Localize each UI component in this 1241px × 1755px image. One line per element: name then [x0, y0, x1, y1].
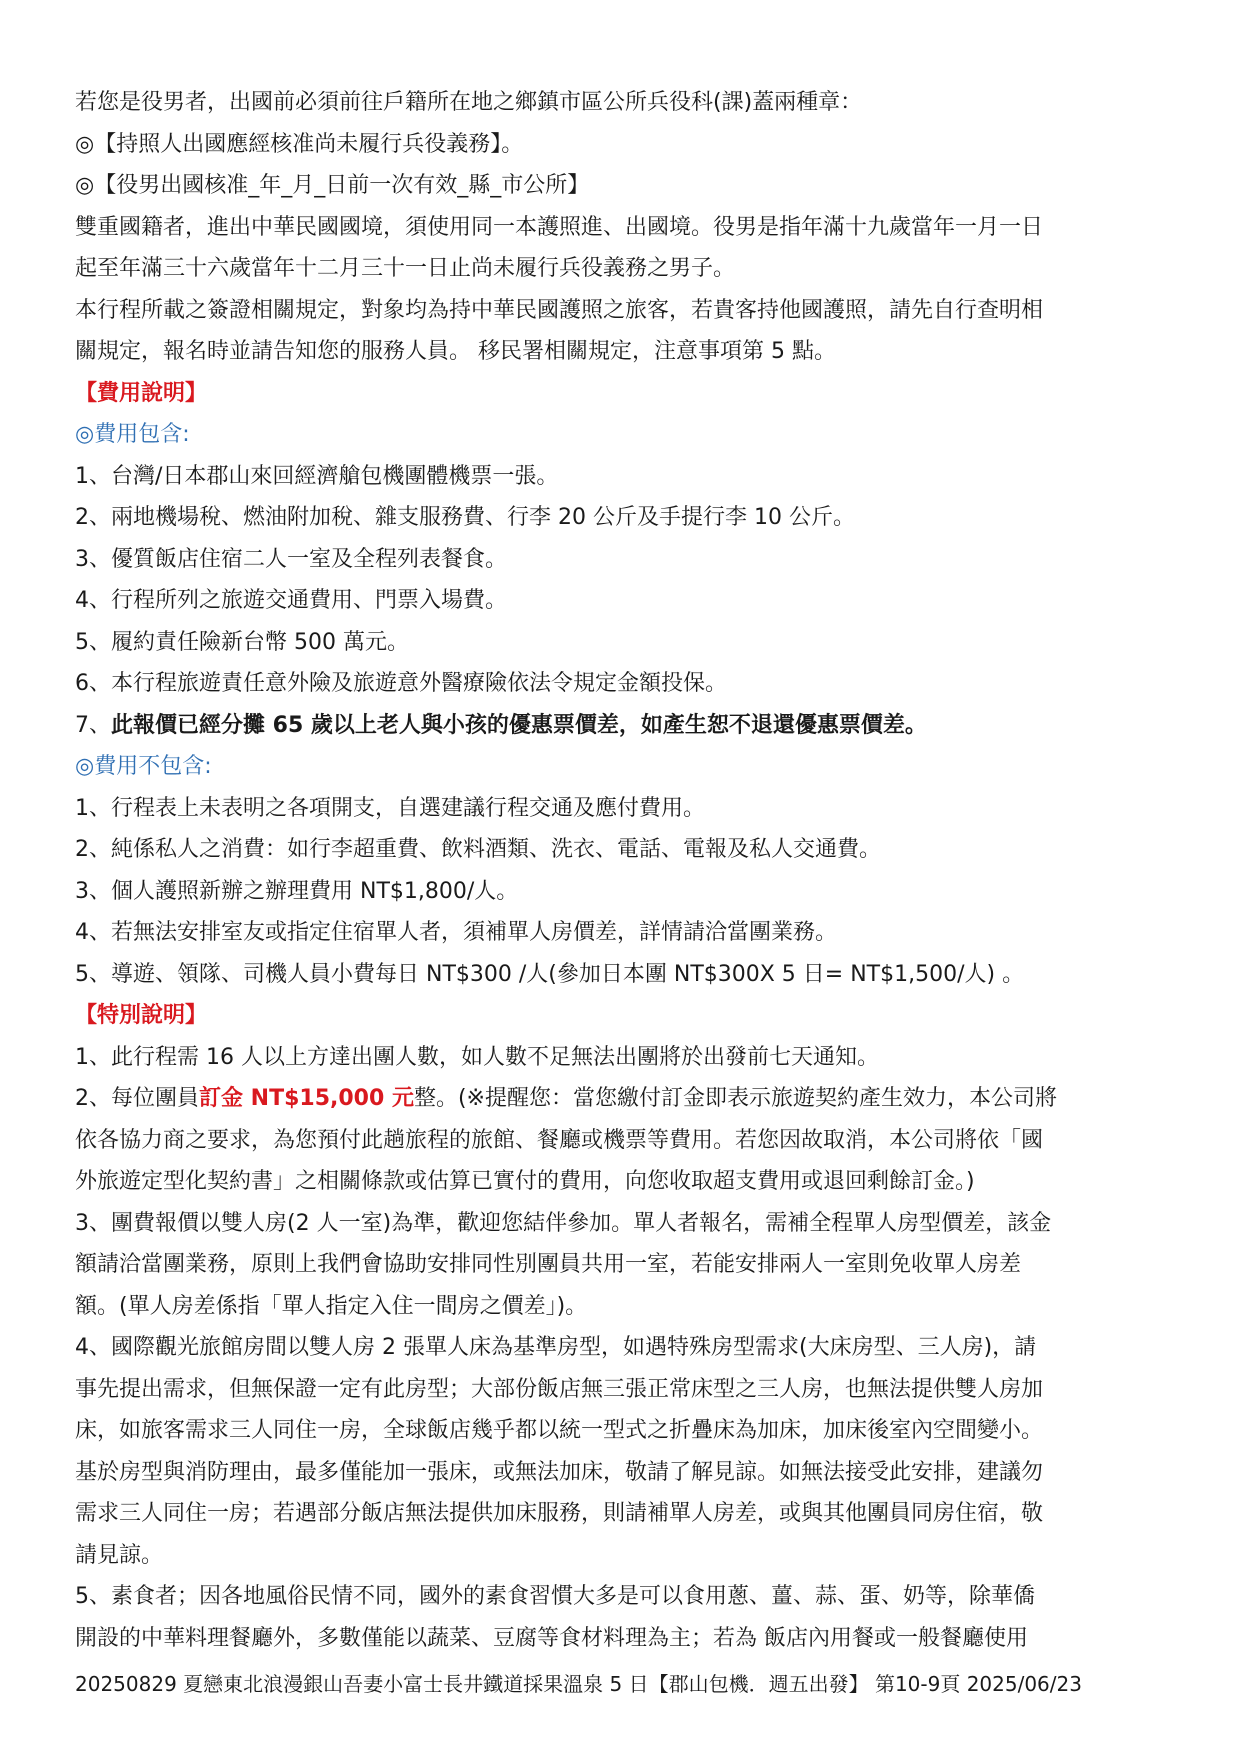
special-item-5-line-2: 開設的中華料理餐廳外，多數僅能以蔬菜、豆腐等食材料理為主；若為 飯店內用餐或一般餐廳使用: [75, 1625, 1028, 1651]
special-item-4-line-6: 請見諒。: [75, 1542, 164, 1568]
fees-included-item: 2、兩地機場稅、燃油附加稅、雜支服務費、行李 20 公斤及手提行李 10 公斤。: [75, 505, 855, 530]
special-item-4-line-1: 4、國際觀光旅館房間以雙人房 2 張單人床為基準房型，如遇特殊房型需求(大床房型、三人房)，請: [75, 1335, 1037, 1360]
deposit-amount: 訂金 NT$15,000 元: [199, 1086, 414, 1111]
fees-included-title: ◎費用包含:: [75, 422, 190, 447]
page-footer: 20250829 夏戀東北浪漫銀山吾妻小富士長井鐵道採果溫泉 5 日【郡山包機．週五出發】 第10-9頁 2025/06/23: [75, 1672, 1082, 1696]
fees-heading: 【費用說明】: [75, 380, 208, 406]
fees-included-item: 4、行程所列之旅遊交通費用、門票入場費。: [75, 588, 507, 613]
fees-excluded-item: 5、導遊、領隊、司機人員小費每日 NT$300 /人(參加日本團 NT$300X 5 日= NT$1,500/人) 。: [75, 961, 1025, 987]
special-item-4-line-4: 基於房型與消防理由，最多僅能加一張床，或無法加床，敬請了解見諒。如無法接受此安排，建議勿: [75, 1459, 1044, 1485]
special-heading: 【特別說明】: [75, 1003, 208, 1028]
fees-included-item: 3、優質飯店住宿二人一室及全程列表餐食。: [75, 546, 507, 572]
special-item-2-prefix: 2、每位團員: [75, 1086, 199, 1111]
fees-included-item: 1、台灣/日本郡山來回經濟艙包機團體機票一張。: [75, 463, 559, 489]
fees-included-item: 5、履約責任險新台幣 500 萬元。: [75, 629, 409, 655]
intro-line-2: ◎【持照人出國應經核准尚未履行兵役義務】。: [75, 131, 524, 157]
special-item-2-line-1: [75, 1078, 1170, 1120]
special-item-4-line-5: 需求三人同住一房；若遇部分飯店無法提供加床服務，則請補單人房差，或與其他團員同房住宿，敬: [75, 1501, 1044, 1526]
fees-excluded-title: ◎費用不包含:: [75, 754, 212, 779]
intro-line-4: 雙重國籍者，進出中華民國國境，須使用同一本護照進、出國境。役男是指年滿十九歲當年一月一日: [75, 214, 1044, 240]
special-item-2-line-2: 依各協力商之要求，為您預付此趟旅程的旅館、餐廳或機票等費用。若您因故取消，本公司將依「國: [75, 1127, 1044, 1153]
fees-included-item: 6、本行程旅遊責任意外險及旅遊意外醫療險依法令規定金額投保。: [75, 671, 727, 696]
special-item-4-line-3: 床，如旅客需求三人同住一房，全球飯店幾乎都以統一型式之折疊床為加床，加床後室內空間變小。: [75, 1418, 1044, 1443]
special-item-4-line-2: 事先提出需求，但無保證一定有此房型；大部份飯店無三張正常床型之三人房，也無法提供雙人房加: [75, 1376, 1044, 1402]
fees-excluded-item: 1、行程表上未表明之各項開支，自選建議行程交通及應付費用。: [75, 795, 705, 821]
fees-excluded-item: 2、純係私人之消費：如行李超重費、飲料酒類、洗衣、電話、電報及私人交通費。: [75, 837, 881, 862]
special-item-5-line-1: 5、素食者；因各地風俗民情不同，國外的素食習慣大多是可以食用蔥、薑、蒜、蛋、奶等，除華僑: [75, 1584, 1036, 1609]
special-item-2-line-3: 外旅遊定型化契約書」之相關條款或估算已實付的費用，向您收取超支費用或退回剩餘訂金。): [75, 1169, 975, 1194]
fees-excluded-item: 4、若無法安排室友或指定住宿單人者，須補單人房價差，詳情請洽當團業務。: [75, 920, 837, 945]
special-item-3-line-2: 額請洽當團業務，原則上我們會協助安排同性別團員共用一室，若能安排兩人一室則免收單人房差: [75, 1252, 1022, 1277]
special-item-3-line-3: 額。(單人房差係指「單人指定入住一間房之價差」)。: [75, 1293, 588, 1319]
fees-excluded-item: 3、個人護照新辦之辦理費用 NT$1,800/人。: [75, 878, 519, 904]
intro-line-1: 若您是役男者，出國前必須前往戶籍所在地之鄉鎮市區公所兵役科(課)蓋兩種章：: [75, 90, 863, 115]
fees-included-item-7: [75, 705, 1170, 747]
special-item-2-rest: 整。(※提醒您：當您繳付訂金即表示旅遊契約產生效力，本公司將: [413, 1086, 1057, 1111]
document-body: [75, 82, 1170, 1659]
item-number: 7、: [75, 712, 111, 738]
discount-note: 此報價已經分攤 65 歲以上老人與小孩的優惠票價差，如產生恕不退還優惠票價差。: [111, 712, 927, 738]
special-item-1: 1、此行程需 16 人以上方達出團人數，如人數不足無法出團將於出發前七天通知。: [75, 1044, 879, 1070]
intro-line-7: 關規定，報名時並請告知您的服務人員。 移民署相關規定，注意事項第 5 點。: [75, 339, 836, 364]
intro-line-3: ◎【役男出國核准_年_月_日前一次有效_縣_市公所】: [75, 173, 590, 198]
special-item-3-line-1: 3、團費報價以雙人房(2 人一室)為準，歡迎您結伴參加。單人者報名，需補全程單人房型價差，該金: [75, 1210, 1052, 1236]
intro-line-5: 起至年滿三十六歲當年十二月三十一日止尚未履行兵役義務之男子。: [75, 256, 736, 281]
intro-line-6: 本行程所載之簽證相關規定，對象均為持中華民國護照之旅客，若貴客持他國護照，請先自行查明相: [75, 297, 1044, 323]
